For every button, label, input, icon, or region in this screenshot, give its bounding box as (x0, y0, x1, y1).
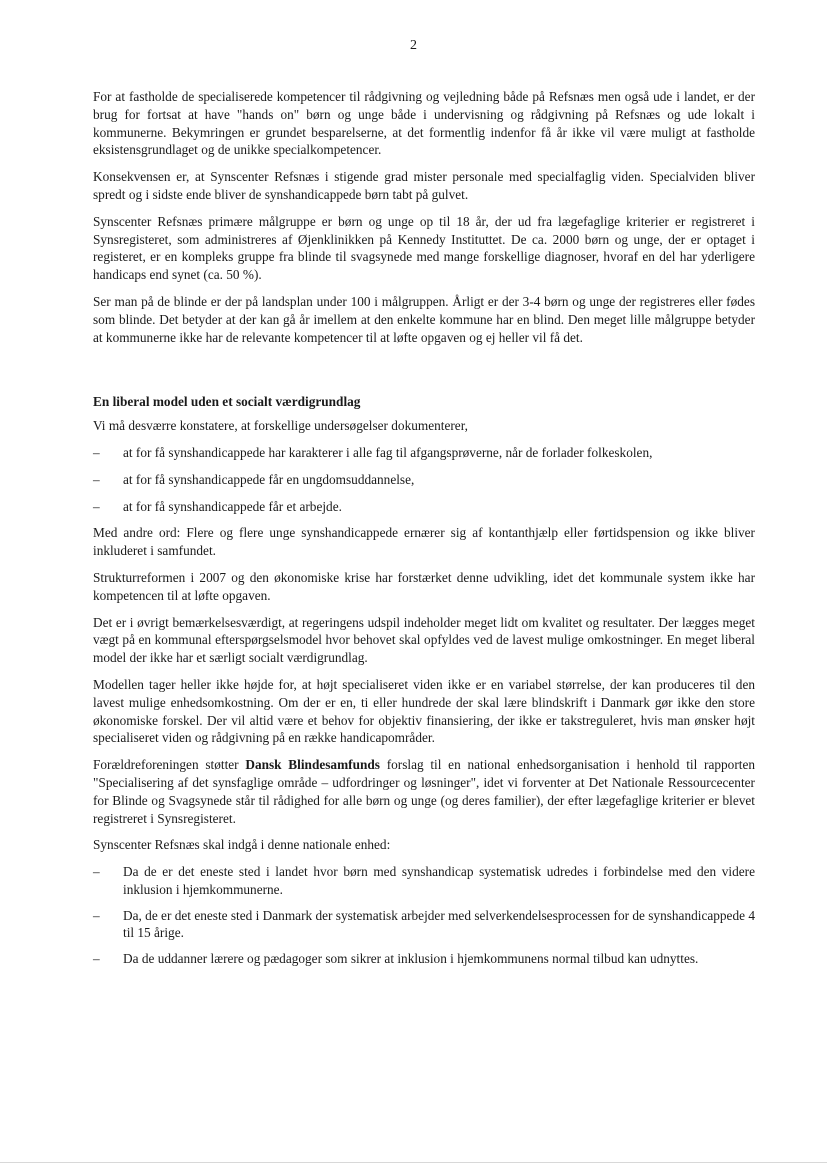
document-body (93, 88, 755, 977)
list-item-text: at for få synshandicappede får et arbejde. (123, 498, 342, 514)
list-item-text: at for få synshandicappede får en ungdomsuddannelse, (123, 471, 415, 487)
bullet-dash: – (93, 444, 100, 460)
page-number: 2 (410, 38, 417, 53)
list-item-text: at for få synshandicappede har karakterer i alle fag til afgangsprøverne, når de forlader folkeskolen, (123, 444, 653, 460)
page-bottom-edge (0, 1162, 827, 1163)
national-reasons-list (93, 863, 755, 968)
bullet-dash: – (93, 471, 100, 487)
paragraph-government-proposal: Det er i øvrigt bemærkelsesværdigt, at regeringens udspil indeholder meget lidt om kvalitet og resultater. Der lægges meget vægt på en kommunal efterspørgselsmodel hvor behovet skal opfyldes ved de lavest mulige omkostninger. En meget liberal model der ikke har et særligt socialt værdigrundlag. (93, 614, 755, 666)
section-heading: En liberal model uden et socialt værdigrundlag (93, 394, 361, 410)
paragraph-support (93, 756, 755, 827)
paragraph-competences: For at fastholde de specialiserede kompetencer til rådgivning og vejledning både på Refsnæs men også ude i landet, er der brug for fortsat at have "hands on" børn og unge både i undervisning og rådgivning på Refsnæs og ude lokalt i kommunerne. Bekymringen er grundet besparelserne, at det formentlig indenfor få år ikke vil være muligt at fastholde eksistensgrundlaget og de unikke specialkompetencer. (93, 89, 755, 158)
paragraph-target-group: Synscenter Refsnæs primære målgruppe er børn og unge op til 18 år, der ud fra lægefaglige kriterier er registreret i Synsregisteret, som administreres af Øjenklinikken på Kennedy Instituttet. De ca. 2000 børn og unge, der er optaget i registeret, er en kompleks gruppe fra blinde til svagsynede med mange forskellige diagnoser, hvoraf en del har yderligere handicaps end synet (ca. 50 %). (93, 213, 755, 283)
bullet-dash: – (93, 498, 100, 514)
paragraph-model: Modellen tager heller ikke højde for, at højt specialiseret viden ikke er en variabel størrelse, der kan produceres til den lavest mulige enhedsomkostning. Om der er en, ti eller hundrede der skal lære blindskrift i Danmark gør ikke den store økonomiske forskel. Der vil altid være et behov for objektiv finansiering, der ikke er takstreguleret, hvis man ønsker højt specialiseret viden og rådgivning på en række handicapområder. (93, 676, 755, 746)
paragraph-consequence: Konsekvensen er, at Synscenter Refsnæs i stigende grad mister personale med specialfaglig viden. Specialviden bliver spredt og i sidste ende bliver de synshandicappede børn tabt på gulvet. (93, 169, 755, 202)
list-item-text: Da de uddanner lærere og pædagoger som sikrer at inklusion i hjemkommunens normal tilbud kan udnyttes. (123, 951, 699, 967)
national-intro: Synscenter Refsnæs skal indgå i denne nationale enhed: (93, 837, 391, 853)
bullet-dash: – (93, 907, 100, 923)
list-item (93, 950, 755, 968)
section-intro: Vi må desværre konstatere, at forskellige undersøgelser dokumenterer, (93, 418, 468, 434)
bullet-dash: – (93, 864, 100, 880)
paragraph-other-words: Med andre ord: Flere og flere unge synshandicappede ernærer sig af kontanthjælp eller førtidspension og ikke bliver inkluderet i samfundet. (93, 525, 755, 559)
findings-list (93, 444, 755, 515)
list-item (93, 498, 755, 516)
list-item (93, 471, 755, 489)
organization-name: Dansk Blindesamfunds (245, 757, 380, 773)
support-text-before: Forældreforeningen støtter (93, 757, 246, 773)
list-item (93, 907, 755, 943)
list-item (93, 444, 755, 462)
list-item (93, 863, 755, 899)
support-text-after: forslag til en national enhedsorganisation i henhold til rapporten "Specialisering af det synsfaglige område – udfordringer og løsninger", idet vi forventer at Det Nationale Ressourcecenter for Blinde og Svagsynede står til rådighed for alle børn og unge (og deres familier), der efter lægefaglige kriterier er blevet registreret i Synsregisteret. (93, 757, 755, 826)
paragraph-blind-count: Ser man på de blinde er der på landsplan under 100 i målgruppen. Årligt er der 3-4 børn og unge der registreres eller fødes som blinde. Det betyder at der kan gå år imellem at den enkelte kommune har en blind. Den meget lille målgruppe betyder at kommunerne ikke har de relevante kompetencer til at løfte opgaven og ej heller vil få det. (93, 293, 755, 345)
paragraph-structural-reform: Strukturreformen i 2007 og den økonomiske krise har forstærket denne udvikling, idet det kommunale system ikke har kompetencen til at løfte opgaven. (93, 569, 755, 603)
bullet-dash: – (93, 951, 100, 967)
list-item-text: Da, de er det eneste sted i Danmark der systematisk arbejder med selverkendelsesprocessen for de synshandicappede 4 til 15 årige. (123, 907, 755, 941)
list-item-text: Da de er det eneste sted i landet hvor børn med synshandicap systematisk udredes i forbindelse med den videre inklusion i hjemkommunerne. (123, 864, 755, 897)
